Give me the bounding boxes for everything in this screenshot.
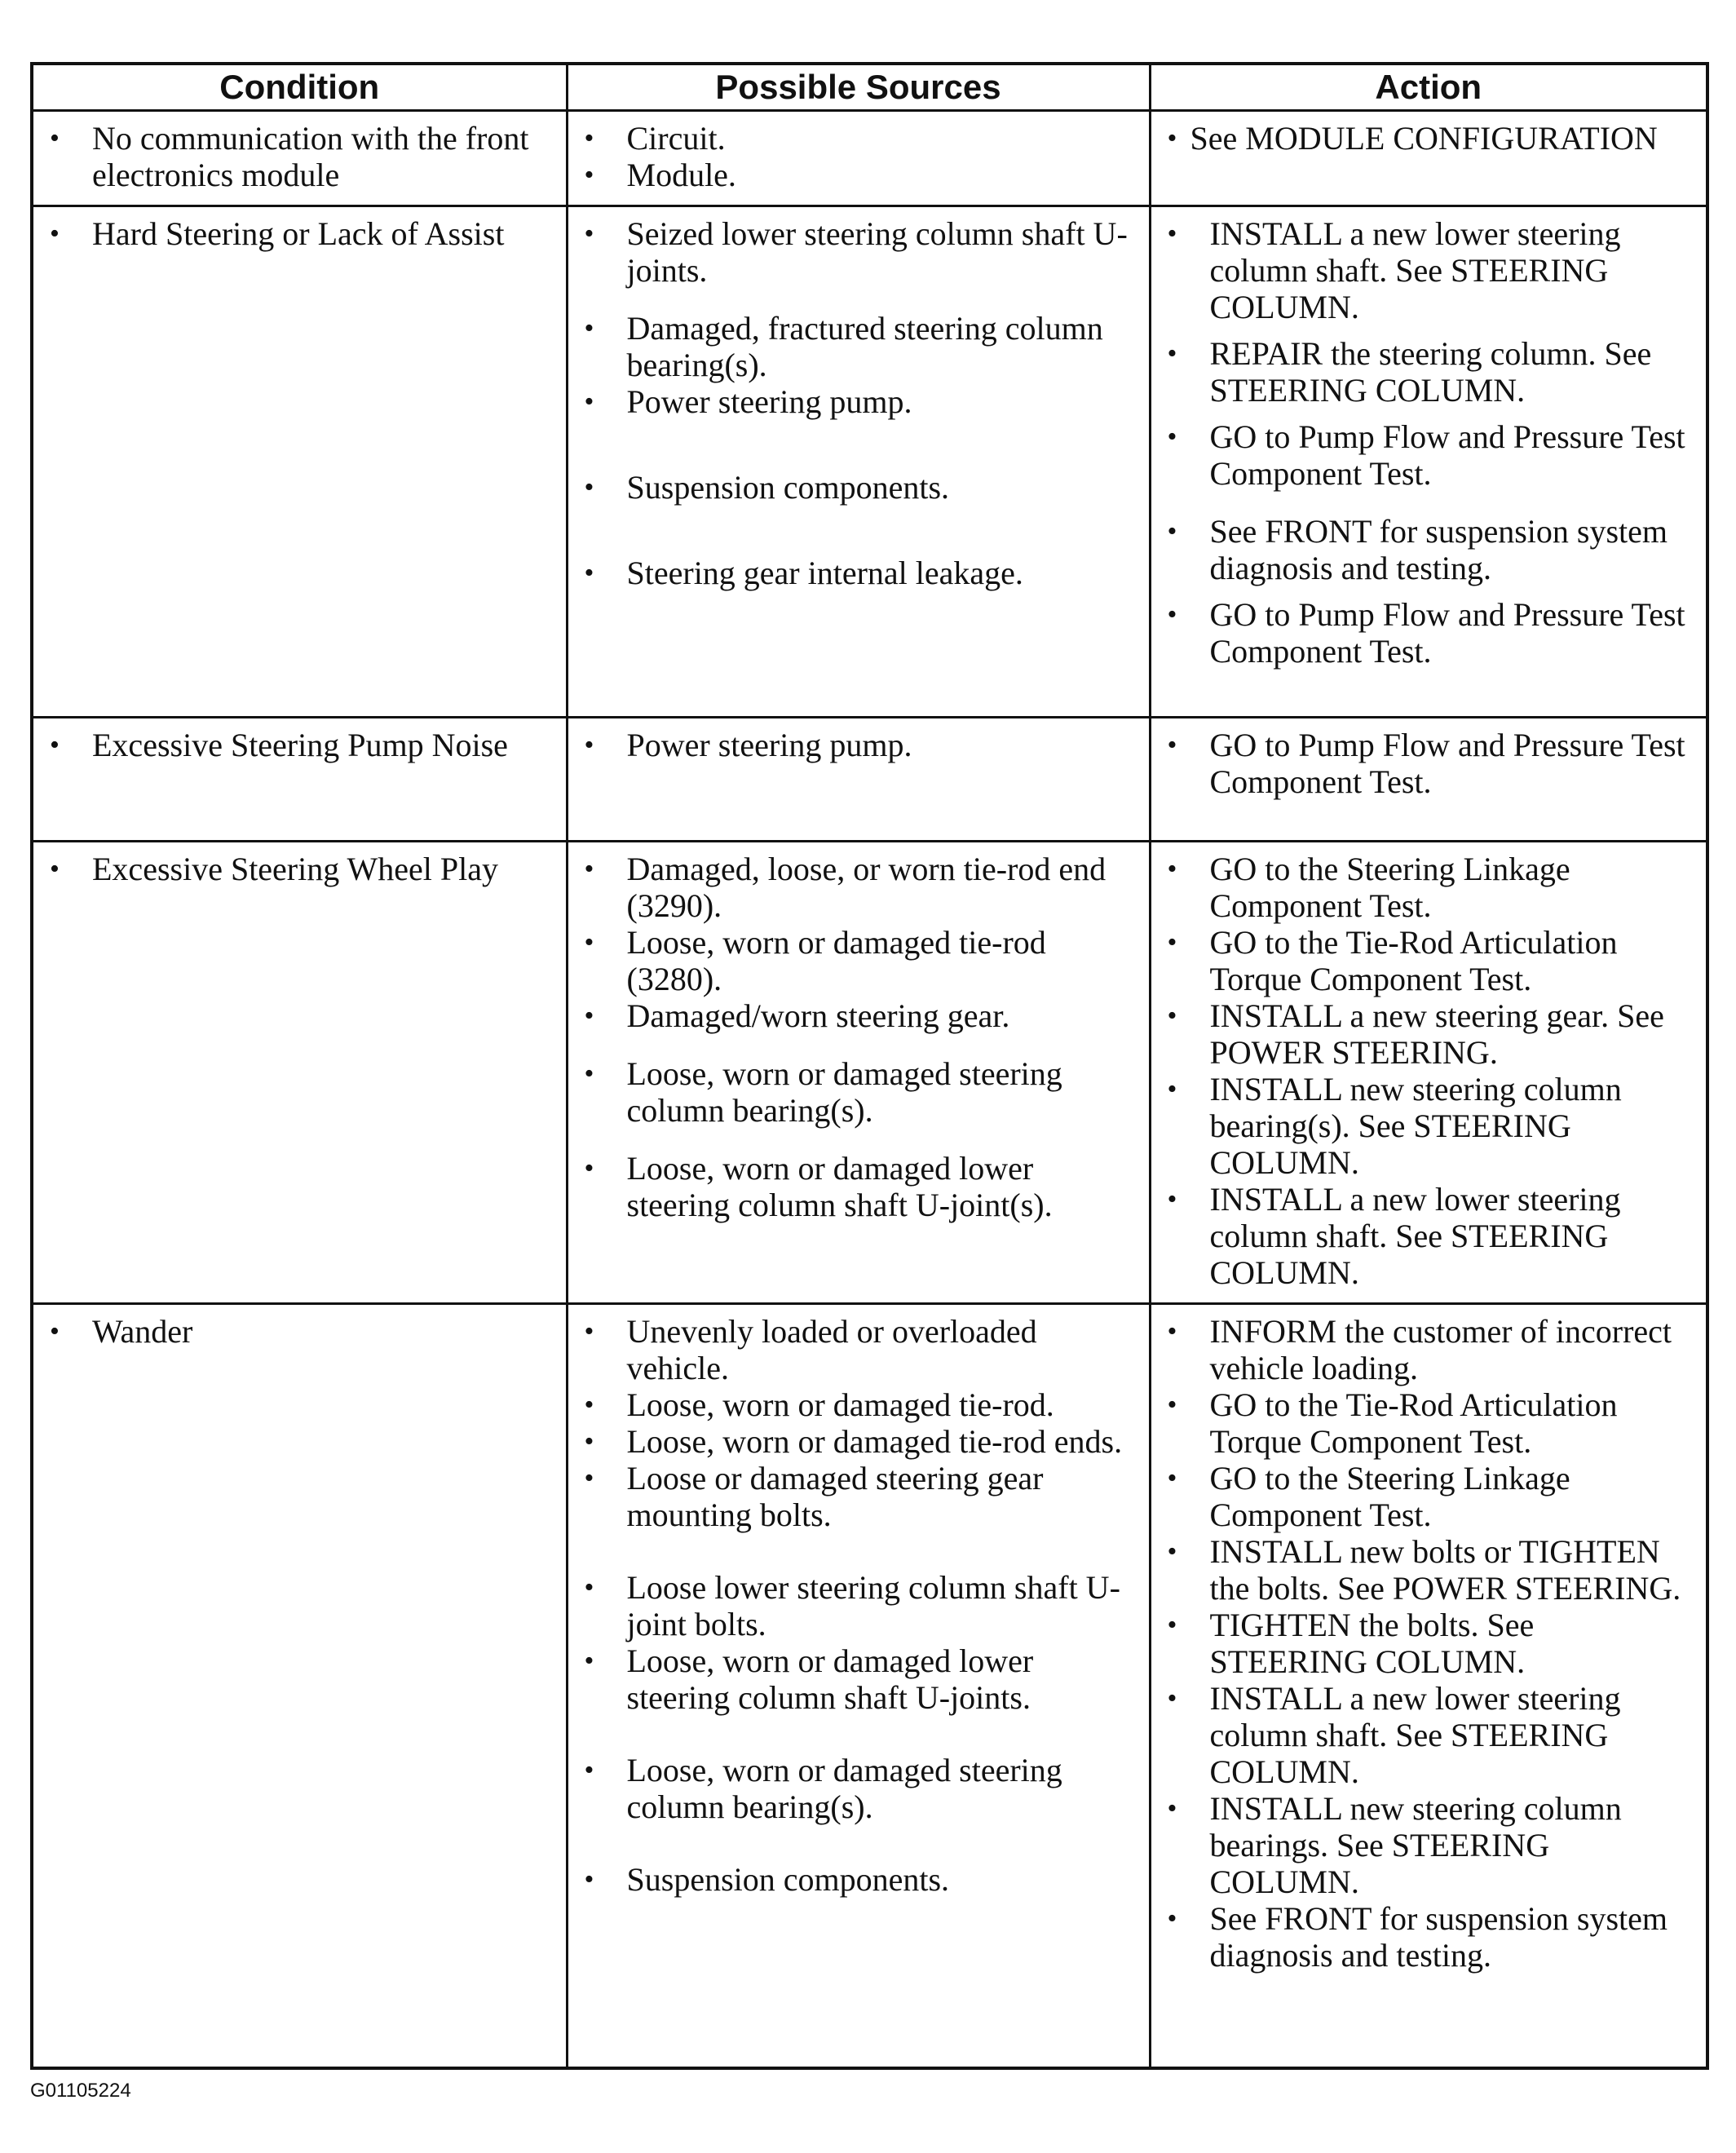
source-item: • Suspension components. — [580, 469, 1139, 506]
condition-cell — [32, 1304, 567, 2069]
table-row — [32, 1304, 1707, 2069]
diagnosis-page — [30, 62, 1706, 2070]
source-item: • Module. — [580, 157, 1139, 193]
condition-item: • Hard Steering or Lack of Assist — [45, 215, 556, 252]
source-item: • Loose, worn or damaged lower steering column shaft U-joints. — [580, 1642, 1139, 1716]
action-item: • GO to Pump Flow and Pressure Test Component Test. — [1163, 418, 1697, 492]
header-possible-sources: Possible Sources — [567, 64, 1150, 111]
source-item: • Power steering pump. — [580, 383, 1139, 420]
source-item: • Loose, worn or damaged tie-rod (3280). — [580, 924, 1139, 997]
action-cell — [1150, 111, 1707, 206]
action-item: • See MODULE CONFIGURATION — [1163, 120, 1697, 157]
action-cell — [1150, 842, 1707, 1304]
source-item: • Steering gear internal leakage. — [580, 555, 1139, 591]
sources-cell — [567, 111, 1150, 206]
sources-cell — [567, 1304, 1150, 2069]
source-item: • Unevenly loaded or overloaded vehicle. — [580, 1313, 1139, 1386]
sources-cell — [567, 842, 1150, 1304]
header-condition: Condition — [32, 64, 567, 111]
action-item: • INSTALL a new steering gear. See POWER STEERING. — [1163, 997, 1697, 1071]
sources-cell — [567, 718, 1150, 842]
table-row — [32, 206, 1707, 718]
action-cell — [1150, 718, 1707, 842]
source-item: • Suspension components. — [580, 1861, 1139, 1898]
sources-cell — [567, 206, 1150, 718]
action-cell — [1150, 1304, 1707, 2069]
action-item: • INSTALL new bolts or TIGHTEN the bolts. See POWER STEERING. — [1163, 1533, 1697, 1607]
action-item: • See FRONT for suspension system diagnosis and testing. — [1163, 513, 1697, 586]
table-row — [32, 718, 1707, 842]
condition-cell — [32, 111, 567, 206]
condition-cell — [32, 842, 567, 1304]
action-item: • GO to the Steering Linkage Component Test. — [1163, 851, 1697, 924]
condition-item: • Excessive Steering Wheel Play — [45, 851, 556, 887]
header-action: Action — [1150, 64, 1707, 111]
action-item: • GO to Pump Flow and Pressure Test Component Test. — [1163, 727, 1697, 800]
action-item: • INSTALL new steering column bearings. See STEERING COLUMN. — [1163, 1790, 1697, 1900]
action-item: • REPAIR the steering column. See STEERING COLUMN. — [1163, 335, 1697, 409]
source-item: • Power steering pump. — [580, 727, 1139, 763]
source-item: • Seized lower steering column shaft U-joints. — [580, 215, 1139, 289]
header-row — [32, 64, 1707, 111]
source-item: • Loose, worn or damaged tie-rod ends. — [580, 1423, 1139, 1460]
condition-item: • Wander — [45, 1313, 556, 1350]
action-item: • GO to the Tie-Rod Articulation Torque Component Test. — [1163, 924, 1697, 997]
source-item: • Damaged/worn steering gear. — [580, 997, 1139, 1034]
symptom-chart-table — [30, 62, 1709, 2070]
action-item: • INSTALL a new lower steering column shaft. See STEERING COLUMN. — [1163, 1680, 1697, 1790]
source-item: • Loose, worn or damaged steering column bearing(s). — [580, 1752, 1139, 1825]
condition-cell — [32, 718, 567, 842]
condition-item: • Excessive Steering Pump Noise — [45, 727, 556, 763]
action-item: • INFORM the customer of incorrect vehicle loading. — [1163, 1313, 1697, 1386]
condition-cell — [32, 206, 567, 718]
action-item: • GO to Pump Flow and Pressure Test Component Test. — [1163, 596, 1697, 670]
figure-code: G01105224 — [30, 2080, 131, 2102]
source-item: • Damaged, fractured steering column bearing(s). — [580, 310, 1139, 383]
source-item: • Loose, worn or damaged tie-rod. — [580, 1386, 1139, 1423]
action-item: • See FRONT for suspension system diagnosis and testing. — [1163, 1900, 1697, 1974]
source-item: • Circuit. — [580, 120, 1139, 157]
source-item: • Loose, worn or damaged steering column bearing(s). — [580, 1055, 1139, 1129]
source-item: • Loose lower steering column shaft U-joint bolts. — [580, 1569, 1139, 1642]
action-cell — [1150, 206, 1707, 718]
source-item: • Loose or damaged steering gear mounting bolts. — [580, 1460, 1139, 1533]
action-item: • INSTALL a new lower steering column shaft. See STEERING COLUMN. — [1163, 1181, 1697, 1291]
action-item: • TIGHTEN the bolts. See STEERING COLUMN. — [1163, 1607, 1697, 1680]
source-item: • Loose, worn or damaged lower steering column shaft U-joint(s). — [580, 1150, 1139, 1223]
action-item: • GO to the Steering Linkage Component Test. — [1163, 1460, 1697, 1533]
source-item: • Damaged, loose, or worn tie-rod end (3290). — [580, 851, 1139, 924]
action-item: • INSTALL a new lower steering column shaft. See STEERING COLUMN. — [1163, 215, 1697, 325]
action-item: • INSTALL new steering column bearing(s). See STEERING COLUMN. — [1163, 1071, 1697, 1181]
table-row — [32, 111, 1707, 206]
condition-item: • No communication with the front electronics module — [45, 120, 556, 193]
table-row — [32, 842, 1707, 1304]
action-item: • GO to the Tie-Rod Articulation Torque Component Test. — [1163, 1386, 1697, 1460]
